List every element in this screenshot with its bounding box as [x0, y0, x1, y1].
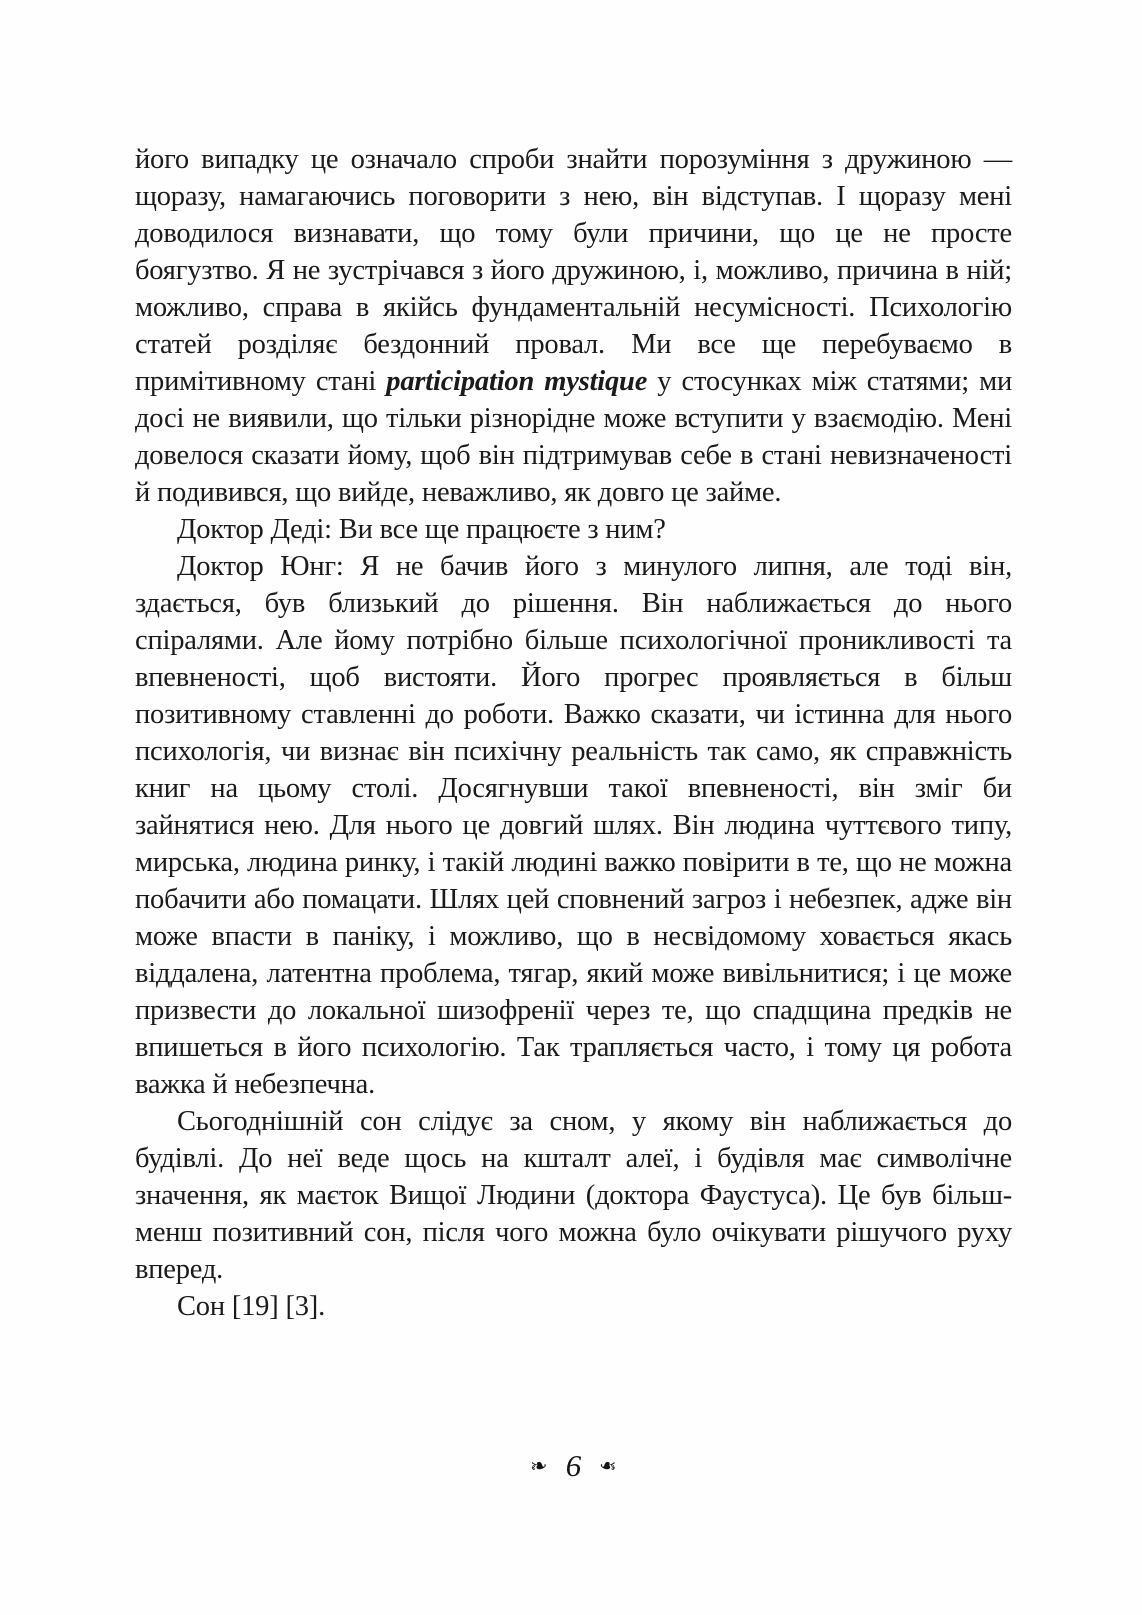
fleuron-right-icon: ❧: [597, 1452, 619, 1479]
fleuron-left-icon: ❧: [528, 1452, 550, 1479]
page-footer: [135, 1448, 1012, 1484]
paragraph-3-text: Доктор Юнг: Я не бачив його з минулого липня, але тоді він, здається, був близький до рішення. Він наближається до нього спіралями. Але йому потрібно більше психологічної проникливості та впевненості, щоб вистояти. Його прогрес проявляється в більш позитивному ставленні до роботи. Важко сказати, чи істинна для нього психологія, чи визнає він психічну реальність так само, як справжність книг на цьому столі. Досягнувши такої впевненості, він зміг би зайнятися нею. Для нього це довгий шлях. Він людина чуттєвого типу, мирська, людина ринку, і такій людині важко повірити в те, що не можна побачити або помацати. Шлях цей сповнений загроз і небезпек, адже він може впасти в паніку, і можливо, що в несвідомому ховається якась віддалена, латентна проблема, тягар, який може вивільнитися; і це може призвести до локальної шизофренії через те, що спадщина предків не впишеться в його психологію. Так трапляється часто, і тому ця робота важка й небезпечна.: [135, 551, 1012, 1100]
paragraph-2-dialogue-dedi: [135, 511, 1012, 548]
paragraph-4-text: Сьогоднішній сон слідує за сном, у якому він наближається до будівлі. До неї веде щось на кшталт алеї, і будівля має символічне значення, як маєток Вищої Людини (доктора Фаустуса). Це був більш-менш позитивний сон, після чого можна було очікувати рішучого руху вперед.: [135, 1106, 1012, 1285]
paragraph-5-dream-reference: [135, 1288, 1012, 1325]
paragraph-1: [135, 141, 1012, 511]
paragraph-1-text: його випадку це означало спроби знайти порозуміння з дружиною — щоразу, намагаючись поговорити з нею, він відступав. І щоразу мені доводилося визнавати, що тому були причини, що це не просте боягузтво. Я не зустрічався з його дружиною, і, можливо, причина в ній; можливо, справа в якійсь фундаментальній несумісності. Психологію статей розділяє бездонний провал. Ми все ще перебуваємо в примітивному стані: [135, 144, 1012, 397]
paragraph-4-dream-description: [135, 1103, 1012, 1288]
paragraph-2-text: Доктор Деді: Ви все ще працюєте з ним?: [177, 514, 666, 545]
paragraph-1-text-continued: у стосунках між статями; ми досі не виявили, що тільки різнорідне може вступити у взаємодію. Мені довелося сказати йому, щоб він підтримував себе в стані невизначеності й подивився, що вийде, неважливо, як довго це займе.: [135, 366, 1012, 508]
page-text-block: [135, 141, 1012, 1325]
page-number: 6: [565, 1448, 582, 1483]
paragraph-5-text: Сон [19] [3].: [177, 1291, 325, 1322]
emphasized-phrase: participation mystique: [386, 366, 648, 397]
paragraph-3-dialogue-jung: [135, 548, 1012, 1103]
